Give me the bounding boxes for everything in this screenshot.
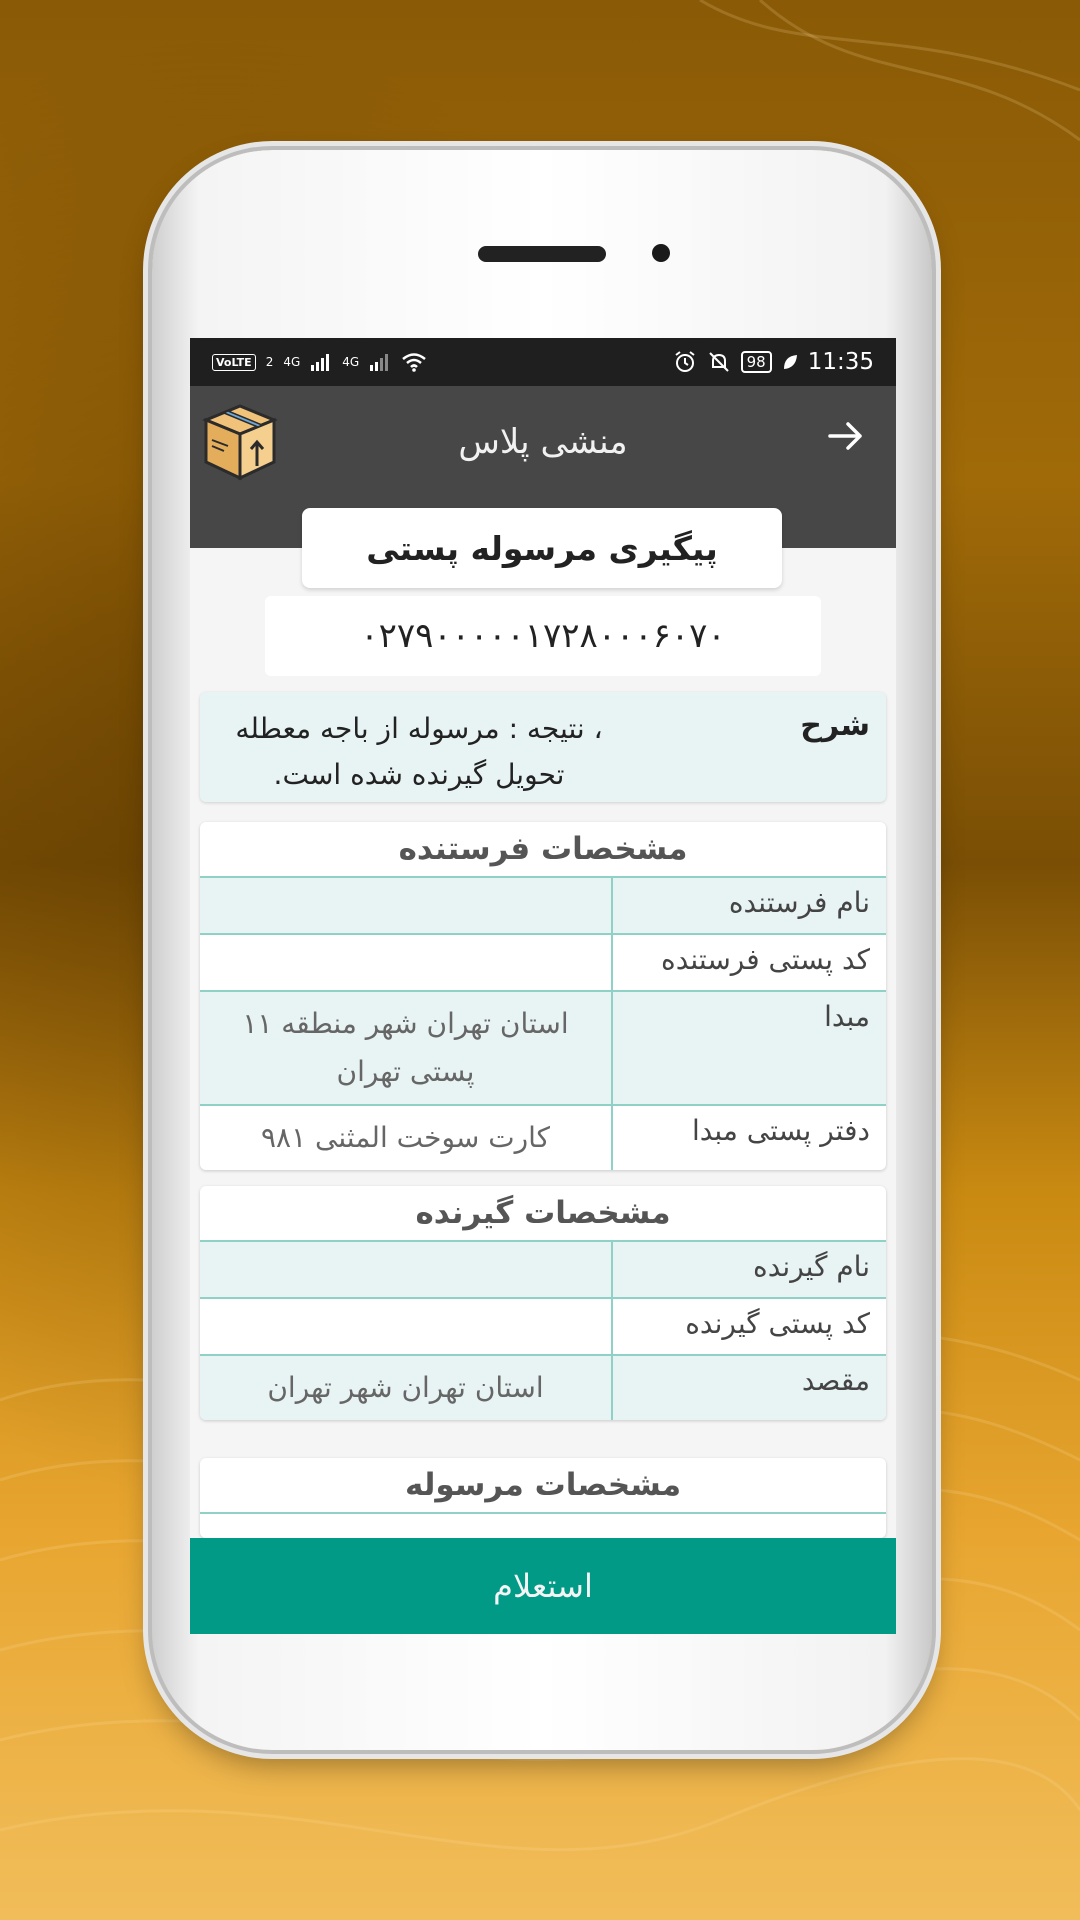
phone-speaker xyxy=(478,246,606,262)
sender-section xyxy=(200,822,886,1170)
table-row xyxy=(200,1106,886,1170)
origin-value: استان تهران شهر منطقه ۱۱ پستی تهران xyxy=(242,1007,569,1088)
sender-postal-code-value xyxy=(200,935,611,990)
leaf-icon xyxy=(782,353,798,371)
table-row xyxy=(200,935,886,992)
table-row xyxy=(200,1242,886,1299)
page-title: پیگیری مرسوله پستی xyxy=(302,508,782,588)
destination-label: مقصد xyxy=(611,1356,886,1420)
description-text: ، نتیجه : مرسوله از باجه معطله تحویل گیرنده شده است. xyxy=(235,712,603,791)
back-arrow-icon[interactable] xyxy=(826,416,866,456)
destination-value: استان تهران شهر تهران xyxy=(267,1371,544,1404)
parcel-section xyxy=(200,1458,886,1538)
clock: 11:35 xyxy=(807,349,874,375)
signal-icon xyxy=(310,353,332,371)
battery-indicator: 98 xyxy=(741,351,772,373)
sim-slot: 2 xyxy=(265,355,274,369)
table-row xyxy=(200,1299,886,1356)
table-row xyxy=(200,1356,886,1420)
sender-name-label: نام فرستنده xyxy=(611,878,886,933)
sender-postal-code-label: کد پستی فرستنده xyxy=(611,935,886,990)
volte-indicator: VoLTE xyxy=(212,354,256,371)
receiver-name-value xyxy=(200,1242,611,1297)
network-type-2: 4G xyxy=(342,355,360,369)
sender-header: مشخصات فرستنده xyxy=(200,822,886,878)
network-type-1: 4G xyxy=(283,355,301,369)
origin-post-office-value: کارت سوخت المثنی ۹۸۱ xyxy=(260,1121,551,1154)
description-label: شرح xyxy=(800,708,870,743)
tracking-code-field[interactable]: ۰۲۷۹۰۰۰۰۰۱۷۲۸۰۰۰۶۰۷۰ xyxy=(265,596,821,676)
origin-post-office-label: دفتر پستی مبدا xyxy=(611,1106,886,1170)
table-row xyxy=(200,992,886,1106)
wifi-icon xyxy=(401,352,427,372)
signal-icon-2 xyxy=(369,353,391,371)
receiver-name-label: نام گیرنده xyxy=(611,1242,886,1297)
status-bar xyxy=(190,338,896,386)
parcel-header: مشخصات مرسوله xyxy=(200,1458,886,1514)
origin-label: مبدا xyxy=(611,992,886,1104)
app-screen xyxy=(190,338,896,1634)
receiver-postal-code-value xyxy=(200,1299,611,1354)
mute-notification-icon xyxy=(707,350,731,374)
receiver-postal-code-label: کد پستی گیرنده xyxy=(611,1299,886,1354)
sender-name-value xyxy=(200,878,611,933)
description-card xyxy=(200,692,886,802)
receiver-header: مشخصات گیرنده xyxy=(200,1186,886,1242)
receiver-section xyxy=(200,1186,886,1420)
alarm-icon xyxy=(673,350,697,374)
phone-camera xyxy=(652,244,670,262)
app-title: منشی پلاس xyxy=(458,422,628,462)
inquiry-button[interactable]: استعلام xyxy=(190,1538,896,1634)
table-row xyxy=(200,878,886,935)
